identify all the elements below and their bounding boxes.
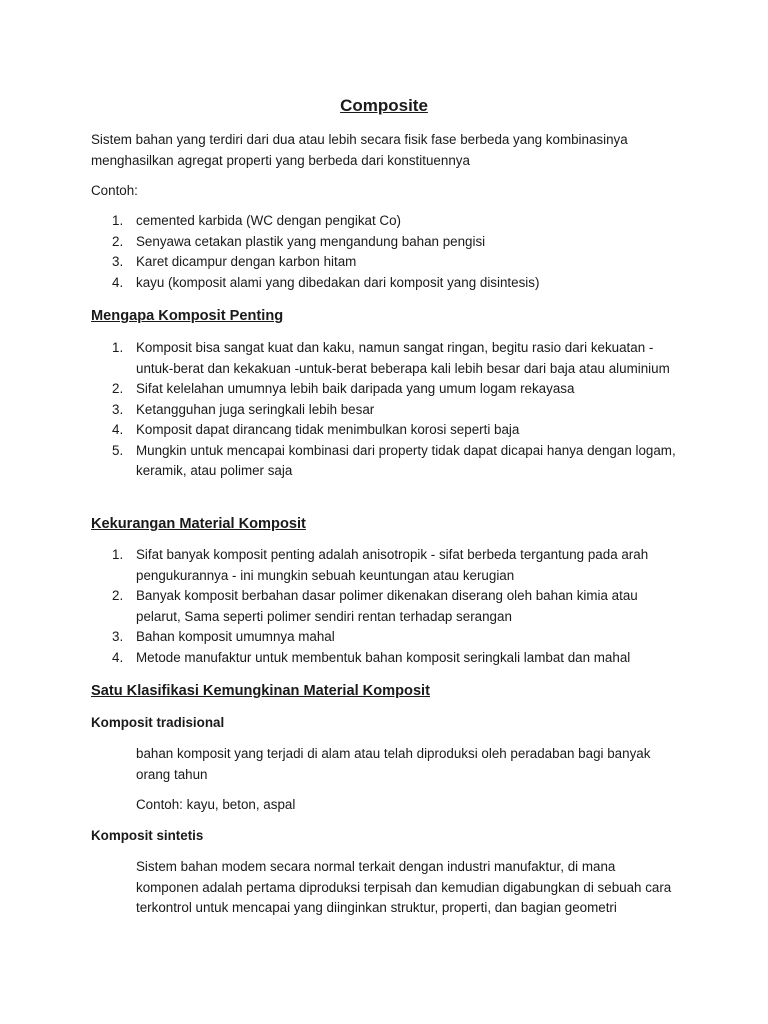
list-item-text: Banyak komposit berbahan dasar polimer dikenakan diserang oleh bahan kimia atau pelarut, Sama seperti polimer sendiri rentan terhadap serangan <box>136 588 638 624</box>
list-item <box>91 232 681 253</box>
subheading-tradisional: Komposit tradisional <box>91 715 225 730</box>
list-item-text: Sifat banyak komposit penting adalah anisotropik - sifat berbeda tergantung pada arah pengukurannya - ini mungkin sebuah keuntungan atau kerugian <box>136 547 649 583</box>
intro-paragraph: Sistem bahan yang terdiri dari dua atau lebih secara fisik fase berbeda yang kombinasinya menghasilkan agregat properti yang berbeda dari konstituennya <box>91 132 628 168</box>
section-heading-klasifikasi: Satu Klasifikasi Kemungkinan Material Komposit <box>91 683 430 699</box>
tradisional-paragraph: bahan komposit yang terjadi di alam atau telah diproduksi oleh peradaban bagi banyak orang tahun <box>136 746 651 782</box>
contoh-label: Contoh: <box>91 183 138 198</box>
list-number: 5. <box>112 442 124 458</box>
tradisional-contoh: Contoh: kayu, beton, aspal <box>136 797 296 812</box>
list-number: 1. <box>112 547 124 562</box>
list-item <box>91 545 681 586</box>
list-item-text: Metode manufaktur untuk membentuk bahan komposit seringkali lambat dan mahal <box>136 649 631 665</box>
list-item-text: Bahan komposit umumnya mahal <box>136 629 335 644</box>
list-item-text: Komposit dapat dirancang tidak menimbulkan korosi seperti baja <box>136 422 520 437</box>
document-title: Composite <box>340 96 428 115</box>
list-number: 3. <box>112 629 124 644</box>
list-number: 1. <box>112 213 124 228</box>
list-number: 4. <box>112 422 124 437</box>
list-number: 3. <box>112 254 124 269</box>
list-item-text: Sifat kelelahan umumnya lebih baik daripada yang umum logam rekayasa <box>136 381 575 396</box>
list-item-text: kayu (komposit alami yang dibedakan dari komposit yang disintesis) <box>136 274 540 290</box>
list-number: 3. <box>112 401 124 417</box>
list-item <box>91 627 681 648</box>
list-item <box>91 648 681 669</box>
list-item <box>91 441 681 482</box>
list-item-text: Komposit bisa sangat kuat dan kaku, namun sangat ringan, begitu rasio dari kekuatan -untuk-berat dan kekakuan -untuk-berat beberapa kali lebih besar dari baja atau aluminium <box>136 340 670 376</box>
list-number: 2. <box>112 233 124 249</box>
list-number: 2. <box>112 381 124 396</box>
list-number: 1. <box>112 340 124 355</box>
sintetis-paragraph: Sistem bahan modem secara normal terkait dengan industri manufaktur, di mana komponen adalah pertama diproduksi terpisah dan kemudian digabungkan di sebuah cara terkontrol untuk mencapai yang diinginkan struktur, properti, dan bagian geometri <box>136 859 672 915</box>
list-item <box>91 400 681 421</box>
list-number: 4. <box>112 274 124 290</box>
list-number: 2. <box>112 588 124 603</box>
list-item-text: Karet dicampur dengan karbon hitam <box>136 254 357 269</box>
list-item-text: Ketangguhan juga seringkali lebih besar <box>136 401 375 417</box>
kekurangan-list <box>91 545 681 668</box>
list-item <box>91 211 681 232</box>
subheading-sintetis: Komposit sintetis <box>91 828 204 843</box>
list-item <box>91 338 681 379</box>
examples-list <box>91 211 681 293</box>
list-item <box>91 586 681 627</box>
list-item <box>91 273 681 294</box>
list-item-text: Senyawa cetakan plastik yang mengandung bahan pengisi <box>136 233 486 249</box>
section-heading-penting: Mengapa Komposit Penting <box>91 308 284 324</box>
list-item-text: Mungkin untuk mencapai kombinasi dari property tidak dapat dicapai hanya dengan logam, keramik, atau polimer saja <box>136 442 676 478</box>
penting-list <box>91 338 681 482</box>
list-number: 4. <box>112 649 124 665</box>
section-heading-kekurangan: Kekurangan Material Komposit <box>91 516 306 532</box>
list-item <box>91 379 681 400</box>
list-item <box>91 420 681 441</box>
list-item-text: cemented karbida (WC dengan pengikat Co) <box>136 213 401 228</box>
list-item <box>91 252 681 273</box>
